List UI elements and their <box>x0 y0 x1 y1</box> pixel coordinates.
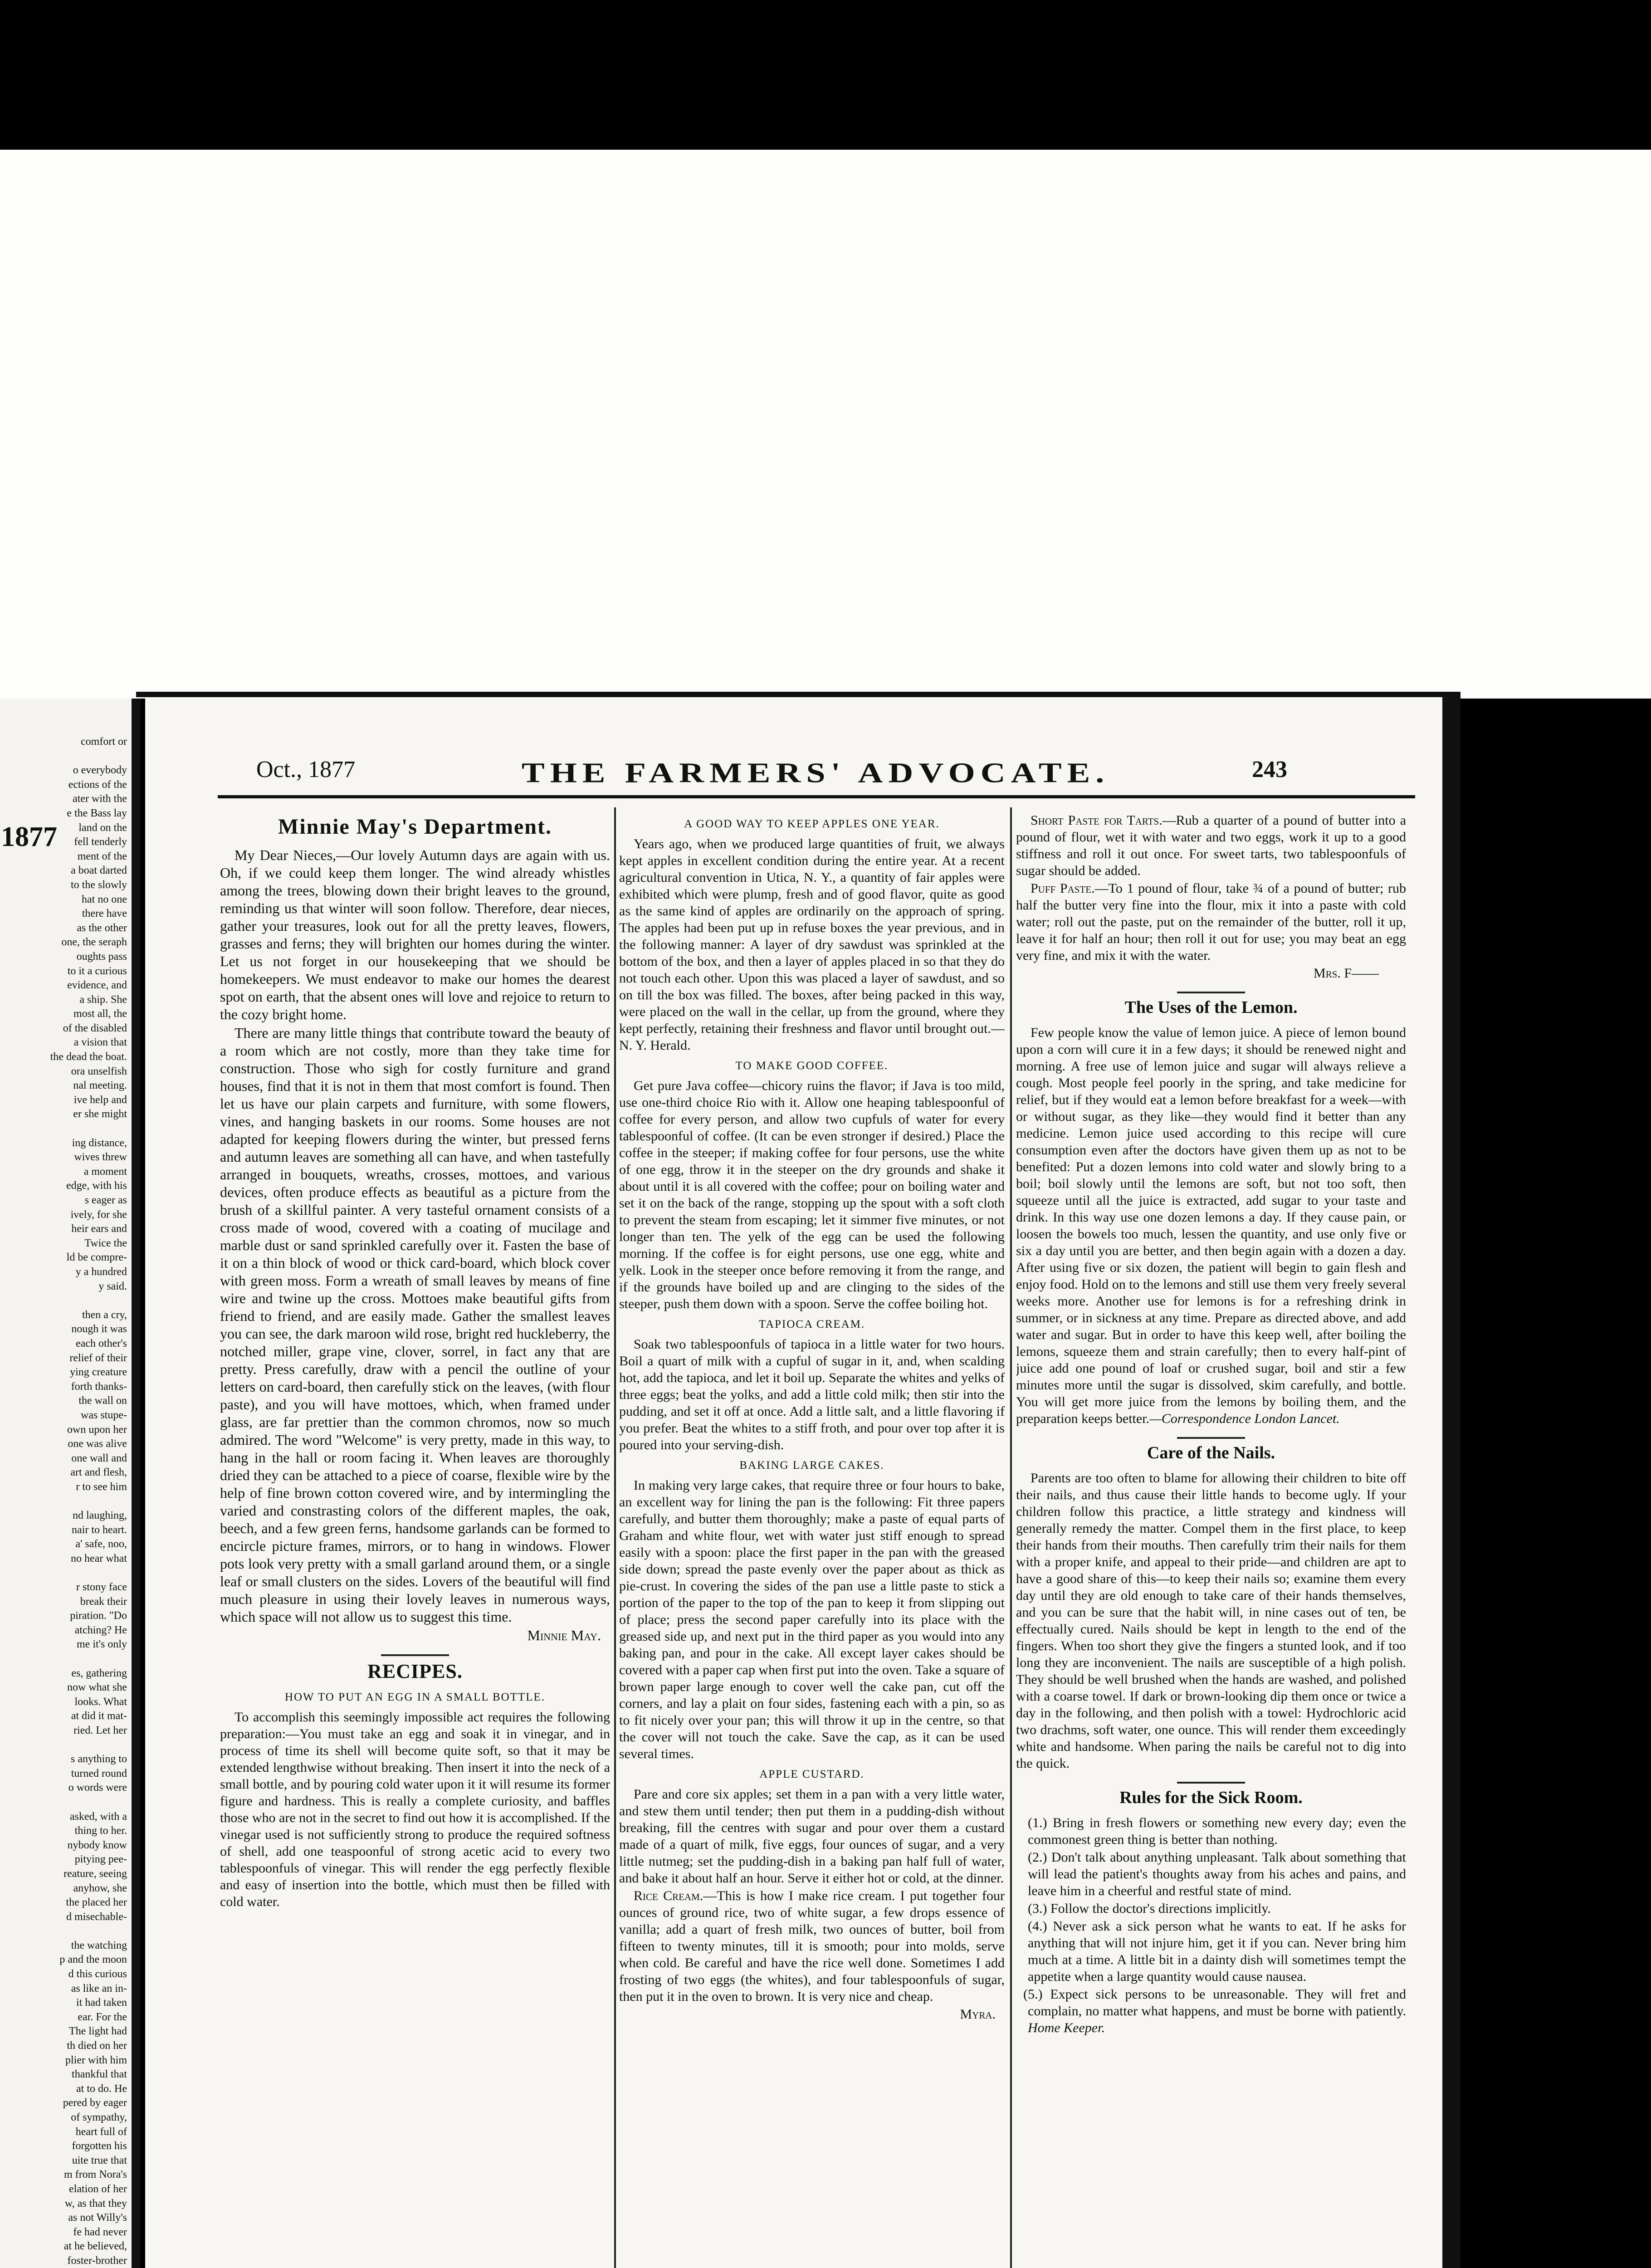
rules-list <box>1016 1814 1406 2036</box>
issue-date: Oct., 1877 <box>256 757 356 782</box>
recipe-lead: Short Paste for Tarts. <box>1031 813 1163 828</box>
previous-page-line: ear. For the <box>78 2011 127 2023</box>
article-credit: —Correspondence London Lancet. <box>1149 1411 1340 1426</box>
recipe-body: —This is how I make rice cream. I put together four ounces of ground rice, two of white sugar, a few drops essence of vanilla; add a quart of fresh milk, two ounces of butter, boil from fifteen to twenty minutes, till it is smooth; pour into molds, serve when cold. Be careful and have the rice well done. Sometimes I add frosting of two eggs (the whites), and four tablespoonfuls of sugar, then put it in the oven to brown. It is very nice and cheap. <box>619 1888 1005 2004</box>
previous-page-line: anyhow, she <box>73 1882 127 1894</box>
previous-page-line: then a cry, <box>82 1309 127 1321</box>
previous-page-line: evidence, and <box>67 979 127 992</box>
recipe-text: Get pure Java coffee—chicory ruins the flavor; if Java is too mild, use one-third choice Rio with it. Allow one heaping tablespoonful of coffee for every person, and allow two cupfuls of water for every tablespoonful of coffee. (It can be even stronger if desired.) Place the coffee in the steeper; if making coffee for four persons, use the white of one egg, throw it in the steeper on the dry grounds and shake it about until it is all covered with the coffee; pour on boiling water and set it on the back of the range, stopping up the spout with a soft cloth to prevent the steam from escaping; let it simmer five minutes, or not longer than ten. The yelk of the egg can be used the following morning. If the coffee is for eight persons, use one egg, white and yelk. Look in the steeper once before removing it from the range, and if the grounds have boiled up and are clinging to the sides of the steeper, push them down with a spoon. Serve the coffee boiling hot. <box>619 1078 1005 1311</box>
previous-page-line: as the other <box>77 922 127 934</box>
signature: Minnie May. <box>527 1627 601 1643</box>
recipe-title: BAKING LARGE CAKES. <box>739 1459 884 1471</box>
previous-page-line: as not Willy's <box>68 2212 127 2224</box>
previous-page-line: o everybody <box>73 764 127 777</box>
previous-page-line: nybody know <box>67 1839 127 1851</box>
recipe-text: To accomplish this seemingly impossible act requires the following preparation:—You must take an egg and soak it in vinegar, and in process of time its shell will become quite soft, so that it may be extended lengthwise without breaking. Then insert it into the neck of a small bottle, and by pouring cold water upon it it will resume its former figure and hardness. This is really a complete curiosity, and baffles those who are not in the secret to find out how it is accomplished. If the vinegar used is not sufficiently strong to produce the required softness of shell, add one teaspoonful of strong acetic acid to every two tablespoonfuls of vinegar. This will render the egg perfectly flexible and easy of insertion into the bottle, which must then be filled with cold water. <box>220 1710 610 1909</box>
previous-page-line: one was alive <box>68 1438 127 1450</box>
recipe-title: HOW TO PUT AN EGG IN A SMALL BOTTLE. <box>284 1691 546 1703</box>
rule-item: (2.) Don't talk about anything unpleasant. Talk about something that will lead the patient's thoughts away from his aches and pains, and leave him in a cheerful and restful state of mind. <box>1028 1850 1406 1898</box>
previous-page-text <box>0 735 127 2268</box>
previous-page-line: forgotten his <box>72 2140 127 2152</box>
previous-page-line: e the Bass lay <box>67 807 127 819</box>
previous-page-line: ater with the <box>73 793 127 805</box>
previous-page-line: s eager as <box>84 1194 127 1206</box>
previous-page-line: reature, seeing <box>64 1867 127 1880</box>
previous-page-line: at did it mat- <box>71 1710 127 1722</box>
previous-page-line <box>0 1795 127 1810</box>
previous-page-line: heir ears and <box>71 1223 127 1235</box>
rules-credit: Home Keeper. <box>1028 2020 1105 2035</box>
previous-page-line: own upon her <box>67 1423 127 1436</box>
recipe-title: TO MAKE GOOD COFFEE. <box>735 1060 889 1072</box>
previous-page-line: a moment <box>83 1165 127 1178</box>
previous-page-line <box>0 1738 127 1753</box>
previous-page-line: one, the seraph <box>61 936 127 948</box>
article-text: Parents are too often to blame for allowing their children to bite off their nails, and thus cause their little hands to become ugly. If your children follow this practice, a little strategy and kindness will generally remedy the matter. Compel them in the first place, to keep their hands from their mouths. Then carefully trim their nails for them with a proper knife, and appeal to their pride—and children are apt to have a good share of this—to keep their nails so; examine them every day until they are old enough to take care of their hands themselves, and you can be sure that the habit will, in nine cases out of ten, be effectually cured. Nails should be kept in length to the end of the fingers. When too short they give the fingers a stunted look, and if too long they are inconvenient. The nails are susceptible of a high polish. They should be well brushed when the hands are washed, and polished with a coarse towel. If dark or brown-looking dip them once or twice a day in the following, and then polish with a towel: Hydrochloric acid two drachms, soft water, one ounce. This will render them exceedingly white and handsome. When paring the nails be careful not to dig into the quick. <box>1016 1471 1406 1771</box>
article-paragraph: There are many little things that contribute toward the beauty of a room which are not costly, more than they take time for construction. Those who sigh for costly furniture and grand houses, find that it is not in them that most comfort is found. Then let us have our plain carpets and furniture, with some flowers, vines, and hanging baskets in our rooms. Some houses are not adapted for keeping flowers during the winter, but pressed ferns and autumn leaves are something all can have, and when tastefully arranged in bouquets, wreaths, crosses, mottoes, and various devices, often produce effects as beautiful as a picture from the brush of a skillful painter. A very tasteful ornament consists of a cross made of wood, covered with a coating of mucilage and marble dust or sand sprinkled carefully over it. Fasten the base of it on a thin block of wood or thick card-board, which block cover with green moss. Form a wreath of small leaves by means of fine wire and twine up the cross. Mottoes make beautiful gifts from friend to friend, and are easily made. Gather the smallest leaves you can see, the dark maroon wild rose, bright red huckleberry, the notched miller, grape vine, clover, sorrel, in fact any that are pretty. Press carefully, draw with a pencil the outline of your letters on card-board, then carefully stick on the leaves, (with flour paste), and you will have mottoes, which, when framed under glass, are far prettier than the common chromos, now so much admired. The word "Welcome" is very pretty, made in this way, to hang in the hall or room facing it. When leaves are thoroughly dried they can be attached to a piece of coarse, flexible wire by the help of fine brown cotton covered wire, and by intermingling the varied and constrasting colors of the different maples, the oak, beech, and a few green ferns, handsome garlands can be formed to encircle picture frames, mirrors, or to hang in windows. Flower pots look very pretty with a small garland around them, or a single leaf or small clusters on the sides. Lovers of the beautiful will find much pleasure in using their lovely leaves in numerous ways, which space will not allow us to suggest this time. <box>220 1025 610 1625</box>
previous-page-line: foster-brother <box>67 2254 127 2267</box>
previous-page-line: r to see him <box>76 1481 127 1493</box>
previous-page-line: er she might <box>73 1108 127 1120</box>
previous-page-line: turned round <box>71 1767 127 1779</box>
previous-page-line: d misechable- <box>66 1911 127 1923</box>
column-1 <box>220 812 610 2268</box>
previous-page-line: of sympathy, <box>71 2112 127 2123</box>
previous-page-line <box>0 1924 127 1939</box>
previous-page-line: s anything to <box>71 1753 127 1765</box>
previous-page-line: asked, with a <box>70 1810 127 1823</box>
previous-page-line: the placed her <box>66 1897 127 1909</box>
recipe-title: APPLE CUSTARD. <box>759 1768 865 1780</box>
page-number: 243 <box>1252 757 1287 782</box>
previous-page-line: d this curious <box>68 1968 127 1980</box>
recipe-text: In making very large cakes, that require three or four hours to bake, an excellent way for lining the pan is the following: Fit three papers carefully, and butter them thoroughly; make a paste of equal parts of Graham and white flour, wet with water just stiff enough to spread easily with a spoon: place the first paper in the pan with the greased side down; spread the paste evenly over the paper about as thick as pie-crust. In covering the sides of the pan use a little paste to stick a portion of the paper to the top of the pan to keep it from slipping out of place; press the second paper carefully into its place with the greased side up, and next put in the third paper as you would into any baking pan, and pour in the cake. All except layer cakes should be covered with a paper cap when first put into the oven. Take a square of brown paper large enough to cover well the cake pan, cut off the corners, and lay a plait on four sides, fastening each with a pin, so as to fit nicely over your pan; this will throw it up in the centre, so that the cover will not touch the cake. Save the cap, as it can be used several times. <box>619 1478 1005 1761</box>
separator <box>1177 1782 1245 1784</box>
previous-page-line <box>0 1652 127 1667</box>
previous-page-line: ora unselfish <box>71 1065 127 1077</box>
previous-page-line: to the slowly <box>71 879 127 891</box>
previous-page-strip <box>0 699 132 2268</box>
recipe-text <box>619 1887 1005 2005</box>
previous-page-line: ried. Let her <box>73 1724 127 1736</box>
previous-page-line: now what she <box>67 1681 127 1694</box>
previous-page-line: ive help and <box>73 1094 127 1106</box>
previous-page-line: es, gathering <box>71 1667 127 1679</box>
separator <box>1177 992 1245 993</box>
previous-page-line: to it a curious <box>67 965 127 977</box>
article-title: Care of the Nails. <box>1147 1443 1275 1462</box>
previous-page-line: of the disabled <box>63 1022 127 1034</box>
previous-page-line <box>0 1294 127 1308</box>
previous-page-line: edge, with his <box>66 1180 127 1192</box>
previous-page-line: the wall on <box>78 1395 127 1407</box>
column-2 <box>619 812 1005 2268</box>
previous-page-line: me it's only <box>77 1638 127 1651</box>
previous-page-line <box>0 1122 127 1136</box>
previous-page-line: a ship. She <box>79 993 127 1006</box>
rule-item: (1.) Bring in fresh flowers or something new every day; even the commonest green thing is better than nothing. <box>1028 1815 1406 1847</box>
rule-text: (5.) Expect sick persons to be unreasonable. They will fret and complain, no matter what happens, and must be borne with patiently. <box>1023 1987 1406 2019</box>
previous-page-line: Twice the <box>84 1237 127 1249</box>
recipe-lead: Rice Cream. <box>634 1888 703 1903</box>
previous-page-line: no hear what <box>71 1552 127 1564</box>
previous-page-line: th died on her <box>67 2040 127 2052</box>
article-title: The Uses of the Lemon. <box>1124 998 1298 1017</box>
previous-page-line: The light had <box>69 2025 127 2038</box>
recipe-title: TAPIOCA CREAM. <box>758 1318 865 1330</box>
previous-page-line: y said. <box>98 1280 127 1292</box>
previous-page-line: pitying pee- <box>74 1853 127 1866</box>
previous-page-line: p and the moon <box>59 1954 127 1966</box>
previous-page-line: oughts pass <box>76 950 127 963</box>
recipe-text <box>1016 812 1406 879</box>
previous-page-line: thing to her. <box>74 1825 127 1837</box>
previous-page-line: a' safe, noo, <box>75 1538 127 1550</box>
previous-page-line: wives threw <box>74 1151 127 1163</box>
previous-page-line: a boat darted <box>71 865 127 877</box>
previous-page-line: was stupe- <box>81 1409 127 1421</box>
rule-item: (4.) Never ask a sick person what he wants to eat. If he asks for anything that will not injure him, get it if you can. Never bring him much at a time. A little bit in a dainty dish will sometimes tempt the appetite when a large quantity would cause nausea. <box>1028 1919 1406 1984</box>
previous-page-line: r stony face <box>76 1581 127 1593</box>
column-rule <box>1010 807 1012 2268</box>
department-title: Minnie May's Department. <box>278 815 552 839</box>
recipe-lead: Puff Paste. <box>1031 881 1095 896</box>
header-rule <box>218 795 1415 798</box>
previous-page-line: elation of her <box>69 2183 127 2195</box>
recipe-title: A GOOD WAY TO KEEP APPLES ONE YEAR. <box>684 818 940 830</box>
recipe-text <box>1016 880 1406 964</box>
previous-page-line: looks. What <box>74 1696 127 1708</box>
article-text <box>1016 1024 1406 1427</box>
section-title: RECIPES. <box>367 1660 463 1682</box>
rule-item <box>1016 1986 1406 2036</box>
page-header <box>145 751 1442 801</box>
column-3 <box>1016 812 1406 2268</box>
previous-page-line: nd laughing, <box>73 1510 127 1522</box>
separator <box>1177 1437 1245 1439</box>
previous-page-line: fe had never <box>73 2226 127 2238</box>
article-paragraph: My Dear Nieces,—Our lovely Autumn days are again with us. Oh, if we could keep them longer. The wind already whistles among the trees, blowing down their bright leaves to the ground, reminding us that winter will soon follow. Therefore, dear nieces, gather your treasures, look out for all the pretty leaves, flowers, grasses and ferns; they will brighten our homes during the winter. Let us not forget in our housekeeping that we should be homekeepers. We must endeavor to make our homes the dearest spot on earth, that the absent ones will love and rejoice to return to the cozy bright home. <box>220 847 610 1022</box>
previous-page-line: ections of the <box>68 778 127 791</box>
signature: Myra. <box>960 2007 996 2022</box>
top-white-area <box>0 150 1651 699</box>
recipe-text: Years ago, when we produced large quantities of fruit, we always kept apples in excellent condition during the entire year. At a recent agricultural convention in Utica, N. Y., a quantity of fair apples were exhibited which were plump, fresh and of good flavor, quite as good as the same kind of apples are ordinarily on the approach of spring. The apples had been put up in refuse boxes the year previous, and in the following manner: A layer of dry sawdust was sprinkled at the bottom of the box, and then a layer of apples placed in so that they do not touch each other. Upon this was placed a layer of sawdust, and so on till the box was filled. The boxes, after being packed in this way, were placed on the wall in the cellar, up from the ground, where they kept perfectly, retaining their freshness and flavor until brought out.—N. Y. Herald. <box>619 836 1005 1053</box>
previous-page-line: nair to heart. <box>72 1524 127 1536</box>
previous-page-line: the dead the boat. <box>50 1051 127 1063</box>
recipe-text: Pare and core six apples; set them in a pan with a very little water, and stew them until tender; then put them in a pudding-dish without breaking, fill the centres with sugar and pour over them a custard made of a quart of milk, five eggs, four ounces of sugar, and a very little nutmeg; set the pudding-dish in a baking pan half full of water, and bake it about half an hour. Serve it either hot or cold, at the dinner. <box>619 1787 1005 1886</box>
previous-page-line: plier with him <box>65 2054 127 2066</box>
previous-page-line: each other's <box>76 1337 127 1349</box>
previous-page-line: most all, the <box>73 1008 127 1020</box>
article-body: Few people know the value of lemon juice. A piece of lemon bound upon a corn will cure it in a few days; it should be renewed night and morning. A free use of lemon juice and sugar will always relieve a cough. Most people feel poorly in the spring, and take medicine for relief, but if they would eat a lemon before breakfast for a week—with or without sugar, as they like—they would find it better than any medicine. Lemon juice used according to this recipe will cure consumption even after the doctors have given them up as not to be benefited: Put a dozen lemons into cold water and slowly bring to a boil; boil slowly until the lemons are soft, but not too soft, then squeeze until all the juice is extracted, add sugar to your taste and drink. In this way use one dozen lemons a day. If they cause pain, or loosen the bowels too much, lessen the quantity, and use only five or six a day until you are better, and then begin again with a dozen a day. After using five or six dozen, the patient will begin to gain flesh and enjoy food. Hold on to the lemons and still use them very freely several weeks more. Another use for lemons is for a refreshing drink in summer, or in sickness at any time. Prepare as directed above, and add water and sugar. But in order to have this keep well, after boiling the lemons, squeeze them and strain carefully; then to every half-pint of juice add one pound of loaf or crushed sugar, boil and stir a few minutes more until the sugar is dissolved, skim carefully, and bottle. You will get more juice from the lemons by boiling them, and the preparation keeps better. <box>1016 1025 1406 1426</box>
previous-page-line: thankful that <box>72 2068 127 2081</box>
previous-page-line: there have <box>82 908 127 920</box>
previous-page-line: land on the <box>78 821 127 834</box>
previous-page-line: m from Nora's <box>64 2169 127 2181</box>
recipe-body: —Rub a quarter of a pound of butter into a pound of flour, wet it with water and two eggs, work it up to a good stiffness and roll it out once. For sweet tarts, two tablespoonfuls of sugar should be added. <box>1016 813 1406 878</box>
previous-page-line: at he believed, <box>64 2240 127 2253</box>
previous-page-line: art and flesh, <box>70 1466 127 1479</box>
previous-page-line: ing distance, <box>72 1137 127 1149</box>
previous-page-line: w, as that they <box>64 2197 127 2209</box>
previous-page-line: ively, for she <box>70 1208 127 1221</box>
recipe-text: Soak two tablespoonfuls of tapioca in a little water for two hours. Boil a quart of milk with a cupful of sugar in it, and, when scalding hot, add the tapioca, and let it boil up. Separate the whites and yelks of three eggs; beat the yolks, and add a little cold milk; then stir into the pudding, and set it off at once. Add a little salt, and a little flavoring if you prefer. Beat the whites to a stiff froth, and pour over top after it is poured into your serving-dish. <box>619 1337 1005 1452</box>
recipe-body: —To 1 pound of flour, take ¾ of a pound of butter; rub half the butter very fine into the flour, mix it into a paste with cold water; roll out the paste, put on the remainder of the butter, roll it up, leave it for half an hour; then roll it out for use; you may beat an egg very fine, and mix it with the water. <box>1016 881 1406 963</box>
separator <box>381 1654 449 1656</box>
previous-page-line: ld be compre- <box>66 1251 127 1264</box>
previous-page-line: ment of the <box>77 850 127 862</box>
previous-page-line: break their <box>80 1595 127 1608</box>
previous-page-line: one wall and <box>71 1452 127 1464</box>
rule-item: (3.) Follow the doctor's directions implicitly. <box>1028 1901 1271 1916</box>
previous-page-line: a vision that <box>73 1036 127 1049</box>
signature: Mrs. F—— <box>1313 966 1379 981</box>
previous-page-line <box>0 749 127 764</box>
previous-page-line: fell tenderly <box>74 836 127 848</box>
previous-page-line <box>0 1566 127 1580</box>
previous-page-line: as like an in- <box>71 1982 127 1994</box>
previous-page-line: forth thanks- <box>71 1380 127 1393</box>
previous-page-line: comfort or <box>81 736 127 748</box>
previous-page-line: relief of their <box>69 1352 127 1364</box>
previous-page-line: uite true that <box>72 2154 127 2166</box>
masthead-title: THE FARMERS' ADVOCATE. <box>522 757 1110 789</box>
previous-page-year: 1877 <box>1 821 57 852</box>
newspaper-page <box>145 699 1442 2268</box>
previous-page-line: ying creature <box>70 1366 127 1378</box>
page-frame-right <box>1442 692 1460 2268</box>
previous-page-line: o words were <box>68 1782 127 1794</box>
previous-page-line: atching? He <box>74 1624 127 1636</box>
previous-page-line: hat no one <box>82 893 127 905</box>
page-frame-top <box>136 692 1451 697</box>
article-title: Rules for the Sick Room. <box>1119 1788 1303 1807</box>
previous-page-line <box>0 1494 127 1509</box>
previous-page-line: nal meeting. <box>73 1080 127 1092</box>
column-rule <box>614 807 616 2268</box>
previous-page-line: piration. "Do <box>70 1610 127 1622</box>
previous-page-line: the watching <box>71 1939 127 1951</box>
previous-page-line: it had taken <box>76 1997 127 2009</box>
previous-page-line: heart full of <box>75 2126 127 2138</box>
previous-page-line: at to do. He <box>76 2082 127 2095</box>
previous-page-line: nough it was <box>71 1323 127 1335</box>
previous-page-line: pered by eager <box>63 2097 127 2109</box>
previous-page-line: y a hundred <box>75 1266 127 1278</box>
previous-page-border <box>132 699 141 2268</box>
